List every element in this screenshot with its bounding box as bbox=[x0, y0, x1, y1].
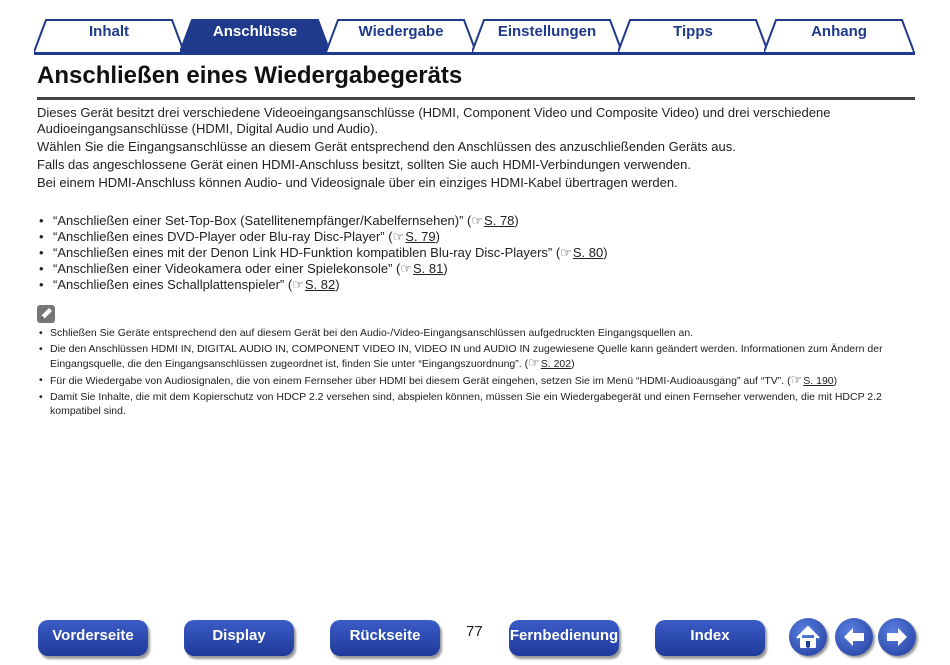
pointing-hand-icon: ☞ bbox=[400, 261, 412, 276]
intro-paragraph: Dieses Gerät besitzt drei verschiedene Videoeingangsanschlüsse (HDMI, Component Video und Composite Video) und drei verschiedene Audioeingangsanschlüsse (HDMI, Digital Audio und Audio). bbox=[37, 105, 831, 136]
button-label: Index bbox=[690, 627, 730, 644]
tab-label: Anhang bbox=[811, 23, 867, 40]
list-item: • “Anschließen eines Schallplattenspieler” (☞S. 82) bbox=[37, 277, 608, 293]
page-title: Anschließen eines Wiedergabegeräts bbox=[37, 62, 463, 89]
note-item: • Die den Anschlüssen HDMI IN, DIGITAL AUDIO IN, COMPONENT VIDEO IN, VIDEO IN und AUDIO IN zugewiesene Quelle kann geändert werden. Informationen zum Ändern der Eingangsquelle, die den Eingangsanschlüssen zugeordnet ist, finden Sie unter “Eingangszuordnung”. (☞S. 202) bbox=[37, 342, 907, 371]
pointing-hand-icon: ☞ bbox=[471, 213, 484, 228]
tab-wiedergabe[interactable] bbox=[326, 18, 476, 53]
intro-paragraph: Falls das angeschlossene Gerät einen HDMI-Anschluss besitzt, sollten Sie auch HDMI-Verbindungen verwenden. bbox=[37, 157, 691, 172]
link-text: “Anschließen eines DVD-Player oder Blu-ray Disc-Player” ( bbox=[53, 229, 393, 244]
page-reference-link[interactable]: S. 202 bbox=[540, 358, 572, 370]
page-reference-link[interactable]: S. 82 bbox=[304, 277, 336, 292]
pointing-hand-icon: ☞ bbox=[528, 355, 540, 370]
list-item: • “Anschließen eines mit der Denon Link HD-Funktion kompatiblen Blu-ray Disc-Players” (☞S. 80) bbox=[37, 245, 608, 261]
pointing-hand-icon: ☞ bbox=[392, 229, 405, 244]
title-rule bbox=[37, 97, 915, 100]
pointing-hand-icon: ☞ bbox=[790, 372, 803, 387]
rueckseite-button[interactable] bbox=[330, 620, 440, 656]
button-label: Display bbox=[212, 627, 266, 644]
fernbedienung-button[interactable] bbox=[509, 620, 619, 656]
list-item: • “Anschließen einer Set-Top-Box (Satellitenempfänger/Kabelfernsehen)” (☞S. 78) bbox=[37, 213, 608, 229]
page-reference-link[interactable]: S. 79 bbox=[405, 229, 436, 244]
tab-label: Inhalt bbox=[89, 23, 129, 40]
tab-label: Einstellungen bbox=[497, 23, 597, 40]
list-item: • “Anschließen eines DVD-Player oder Blu-ray Disc-Player” (☞S. 79) bbox=[37, 229, 608, 245]
page-reference-link[interactable]: S. 80 bbox=[572, 245, 604, 260]
page-reference-link[interactable]: S. 78 bbox=[484, 213, 515, 228]
tab-bar bbox=[0, 0, 950, 56]
list-item: • “Anschließen einer Videokamera oder einer Spielekonsole” (☞S. 81) bbox=[37, 261, 608, 277]
button-label: Vorderseite bbox=[52, 627, 134, 644]
note-text: Für die Wiedergabe von Audiosignalen, die von einem Fernseher über HDMI bei diesem Gerät eingehen, setzen Sie im Menü “HDMI-Audioausgang” auf “TV”. ( bbox=[50, 375, 791, 387]
link-text: “Anschließen einer Set-Top-Box (Satellitenempfänger/Kabelfernsehen)” ( bbox=[53, 213, 472, 228]
notes-list bbox=[37, 326, 907, 420]
note-text: Schließen Sie Geräte entsprechend den auf diesem Gerät bei den Audio-/Video-Eingangsanschlüssen aufgedruckten Eingangsquellen an. bbox=[50, 327, 694, 339]
link-text: “Anschließen eines Schallplattenspieler” ( bbox=[53, 277, 293, 292]
link-text: “Anschließen einer Videokamera oder einer Spielekonsole” ( bbox=[53, 261, 401, 276]
link-list bbox=[37, 213, 608, 293]
note-item: • Für die Wiedergabe von Audiosignalen, die von einem Fernseher über HDMI bei diesem Gerät eingehen, setzen Sie im Menü “HDMI-Audioausgang” auf “TV”. (☞S. 190) bbox=[37, 373, 907, 388]
pointing-hand-icon: ☞ bbox=[560, 245, 572, 260]
note-text: Die den Anschlüssen HDMI IN, DIGITAL AUDIO IN, COMPONENT VIDEO IN, VIDEO IN und AUDIO IN zugewiesene Quelle kann geändert werden. Informationen zum Ändern der Eingangsquelle, die den Eingangsanschlüssen zugeordnet ist, finden Sie unter “Eingangszuordnung”. ( bbox=[50, 343, 883, 370]
link-text: “Anschließen eines mit der Denon Link HD-Funktion kompatiblen Blu-ray Disc-Players” ( bbox=[53, 245, 561, 260]
page-number: 77 bbox=[466, 623, 483, 640]
index-button[interactable] bbox=[655, 620, 765, 656]
button-label: Fernbedienung bbox=[509, 627, 619, 644]
tab-einstellungen[interactable] bbox=[472, 18, 622, 53]
intro-paragraph: Bei einem HDMI-Anschluss können Audio- und Videosignale über ein einziges HDMI-Kabel übertragen werden. bbox=[37, 175, 678, 190]
note-item bbox=[37, 390, 907, 418]
intro-paragraph: Wählen Sie die Eingangsanschlüsse an diesem Gerät entsprechend den Anschlüssen des anzuschließenden Geräts aus. bbox=[37, 139, 736, 154]
note-item bbox=[37, 326, 907, 340]
tab-label: Anschlüsse bbox=[212, 23, 298, 40]
tab-label: Tipps bbox=[673, 23, 713, 40]
tab-inhalt[interactable] bbox=[34, 18, 184, 53]
home-icon[interactable] bbox=[789, 618, 827, 656]
forward-arrow-icon[interactable] bbox=[878, 618, 916, 656]
pencil-note-icon bbox=[37, 305, 55, 323]
page-reference-link[interactable]: S. 190 bbox=[803, 375, 834, 387]
display-button[interactable] bbox=[184, 620, 294, 656]
tab-anhang[interactable] bbox=[764, 18, 914, 53]
button-label: Rückseite bbox=[349, 627, 421, 644]
note-text: Damit Sie Inhalte, die mit dem Kopierschutz von HDCP 2.2 versehen sind, abspielen können, müssen Sie ein Wiedergabegerät und einen Fernseher verwenden, die mit HDCP 2.2 kompatibel sind. bbox=[50, 391, 882, 417]
tab-label: Wiedergabe bbox=[358, 23, 444, 40]
tab-tipps[interactable] bbox=[618, 18, 768, 53]
pointing-hand-icon: ☞ bbox=[292, 277, 304, 292]
back-arrow-icon[interactable] bbox=[835, 618, 873, 656]
vorderseite-button[interactable] bbox=[38, 620, 148, 656]
tab-anschluesse[interactable] bbox=[180, 18, 330, 53]
page-reference-link[interactable]: S. 81 bbox=[413, 261, 444, 276]
